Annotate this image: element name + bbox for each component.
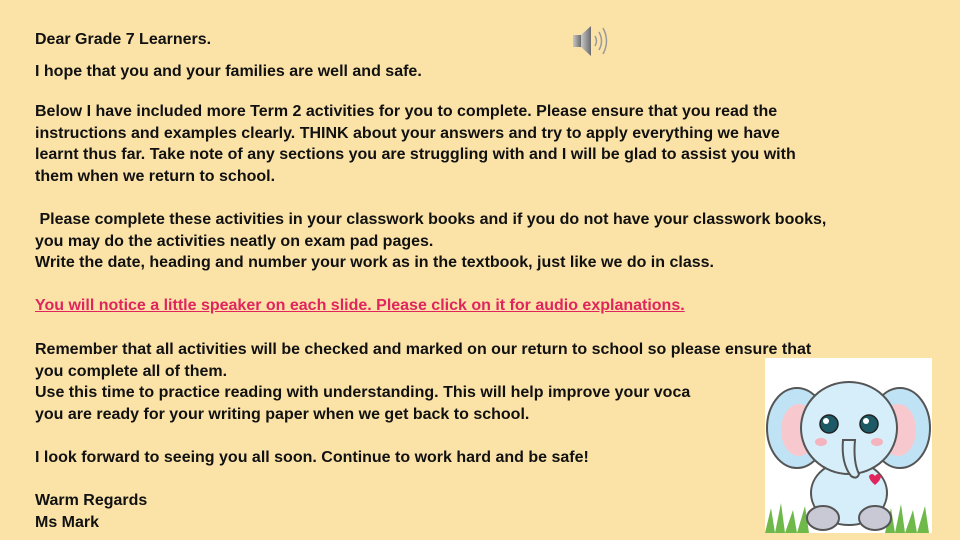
signature: Ms Mark	[35, 513, 100, 531]
paragraph-reminder	[35, 339, 811, 425]
hope-line: I hope that you and your families are well and safe.	[35, 63, 422, 80]
paragraph-line: Use this time to practice reading with understanding. This will help improve your voca	[35, 384, 691, 401]
paragraph-instructions	[35, 101, 796, 187]
paragraph-line: Remember that all activities will be checked and marked on our return to school so please ensure that	[35, 341, 812, 358]
paragraph-line: you complete all of them.	[35, 362, 228, 380]
signoff	[35, 490, 147, 533]
paragraph-line: you may do the activities neatly on exam pad pages.	[35, 232, 434, 250]
elephant-illustration	[765, 358, 932, 533]
paragraph-line: you are ready for your writing paper when we get back to school.	[35, 405, 530, 423]
paragraph-classwork	[35, 209, 826, 274]
regards: Warm Regards	[35, 492, 148, 509]
paragraph-line: them when we return to school.	[35, 167, 276, 185]
audio-explanation-link[interactable]: You will notice a little speaker on each slide. Please click on it for audio explanations.	[35, 297, 685, 314]
paragraph-line: instructions and examples clearly. THINK about your answers and try to apply everything we have	[35, 124, 780, 142]
speaker-icon[interactable]	[570, 22, 612, 60]
greeting: Dear Grade 7 Learners.	[35, 31, 212, 48]
paragraph-line: Please complete these activities in your classwork books and if you do not have your classwork books,	[35, 211, 827, 228]
closing-line: I look forward to seeing you all soon. Continue to work hard and be safe!	[35, 449, 589, 466]
paragraph-line: Write the date, heading and number your work as in the textbook, just like we do in class.	[35, 254, 714, 271]
paragraph-line: learnt thus far. Take note of any sections you are struggling with and I will be glad to assist you with	[35, 146, 796, 163]
paragraph-line: Below I have included more Term 2 activities for you to complete. Please ensure that you read the	[35, 103, 778, 120]
